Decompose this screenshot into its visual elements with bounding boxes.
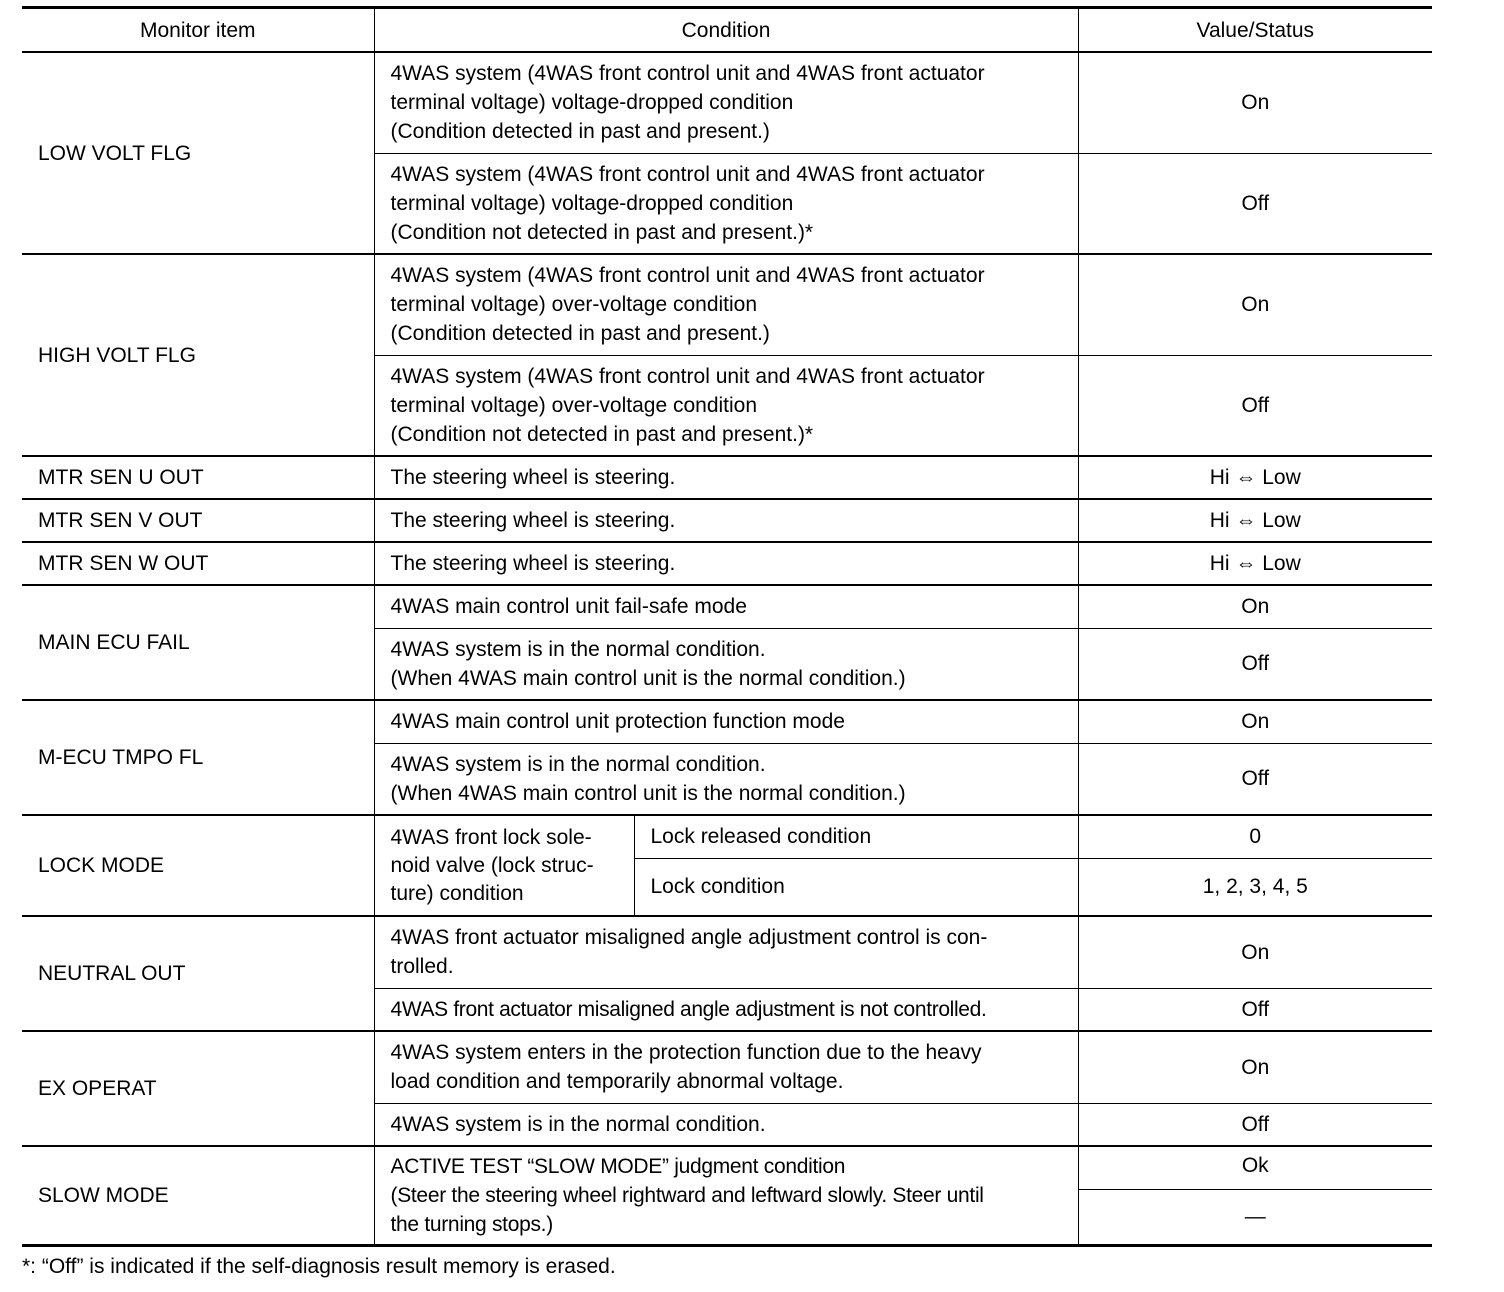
condition-group-cell — [374, 815, 634, 916]
condition-line: terminal voltage) voltage-dropped condition — [390, 91, 794, 115]
condition-line: 4WAS system (4WAS front control unit and 4WAS front actuator — [390, 264, 985, 288]
condition-line: (Condition detected in past and present.) — [390, 120, 770, 144]
value-cell: Off — [1078, 988, 1432, 1031]
condition-cell: The steering wheel is steering. — [374, 499, 1078, 542]
value-cell: On — [1078, 52, 1432, 153]
monitor-item: HIGH VOLT FLG — [22, 254, 374, 456]
condition-line: ture) condition — [390, 881, 524, 905]
table-row — [22, 916, 1432, 988]
condition-cell — [374, 153, 1078, 254]
monitor-item: MTR SEN U OUT — [22, 456, 374, 499]
condition-line: 4WAS system is in the normal condition. — [390, 752, 766, 776]
monitor-item: MTR SEN V OUT — [22, 499, 374, 542]
condition-cell — [374, 743, 1078, 815]
condition-subcell: Lock condition — [634, 858, 1078, 916]
monitor-item: MAIN ECU FAIL — [22, 585, 374, 700]
table-row — [22, 456, 1432, 499]
condition-cell: 4WAS system is in the normal condition. — [374, 1103, 1078, 1146]
condition-line: (When 4WAS main control unit is the normal condition.) — [390, 781, 906, 805]
condition-line: (Steer the steering wheel rightward and leftward slowly. Steer until — [390, 1183, 984, 1207]
condition-cell: The steering wheel is steering. — [374, 456, 1078, 499]
condition-cell: 4WAS front actuator misaligned angle adjustment is not controlled. — [374, 988, 1078, 1031]
condition-line: (When 4WAS main control unit is the normal condition.) — [390, 666, 906, 690]
value-cell: Off — [1078, 355, 1432, 456]
table-row — [22, 700, 1432, 743]
header-monitor-item: Monitor item — [22, 8, 374, 53]
value-cell: 0 — [1078, 815, 1432, 858]
monitor-item: LOW VOLT FLG — [22, 52, 374, 254]
value-cell: Off — [1078, 1103, 1432, 1146]
condition-line: trolled. — [390, 955, 454, 979]
condition-line: terminal voltage) over-voltage condition — [390, 293, 758, 317]
table-row — [22, 52, 1432, 153]
value-cell: Off — [1078, 743, 1432, 815]
value-cell: Ok — [1078, 1146, 1432, 1189]
condition-cell — [374, 254, 1078, 355]
condition-line: load condition and temporarily abnormal voltage. — [390, 1070, 844, 1094]
value-cell: Hi ⇔ Low — [1078, 542, 1432, 585]
condition-cell — [374, 628, 1078, 700]
monitor-item: MTR SEN W OUT — [22, 542, 374, 585]
value-cell: Hi ⇔ Low — [1078, 499, 1432, 542]
condition-line: 4WAS system enters in the protection function due to the heavy — [390, 1041, 982, 1065]
condition-line: (Condition not detected in past and present.)* — [390, 220, 814, 244]
monitor-table — [22, 6, 1432, 1247]
value-cell: On — [1078, 700, 1432, 743]
value-cell: Hi ⇔ Low — [1078, 456, 1432, 499]
condition-line: the turning stops.) — [390, 1212, 553, 1236]
value-cell: On — [1078, 916, 1432, 988]
monitor-item: NEUTRAL OUT — [22, 916, 374, 1031]
header-value-status: Value/Status — [1078, 8, 1432, 53]
table-row — [22, 542, 1432, 585]
condition-cell: 4WAS main control unit fail-safe mode — [374, 585, 1078, 628]
value-cell: On — [1078, 585, 1432, 628]
value-cell: — — [1078, 1189, 1432, 1245]
condition-cell: 4WAS main control unit protection function mode — [374, 700, 1078, 743]
table-row — [22, 815, 1432, 858]
monitor-item: LOCK MODE — [22, 815, 374, 916]
monitor-item: EX OPERAT — [22, 1031, 374, 1146]
condition-line: terminal voltage) over-voltage condition — [390, 393, 758, 417]
condition-line: ACTIVE TEST “SLOW MODE” judgment condition — [390, 1154, 846, 1178]
condition-cell: The steering wheel is steering. — [374, 542, 1078, 585]
condition-cell — [374, 916, 1078, 988]
condition-line: 4WAS system is in the normal condition. — [390, 637, 766, 661]
table-row — [22, 585, 1432, 628]
monitor-item: SLOW MODE — [22, 1146, 374, 1245]
condition-subcell: Lock released condition — [634, 815, 1078, 858]
table-row — [22, 1031, 1432, 1103]
table-row — [22, 1146, 1432, 1189]
condition-line: 4WAS front lock sole- — [390, 825, 592, 849]
condition-cell — [374, 52, 1078, 153]
condition-line: noid valve (lock struc- — [390, 853, 594, 877]
table-row — [22, 499, 1432, 542]
value-cell: 1, 2, 3, 4, 5 — [1078, 858, 1432, 916]
value-cell: Off — [1078, 628, 1432, 700]
value-cell: On — [1078, 1031, 1432, 1103]
condition-cell — [374, 1031, 1078, 1103]
footnote: *: “Off” is indicated if the self-diagnosis result memory is erased. — [22, 1255, 616, 1278]
condition-line: 4WAS system (4WAS front control unit and 4WAS front actuator — [390, 62, 985, 86]
condition-line: 4WAS system (4WAS front control unit and 4WAS front actuator — [390, 162, 985, 186]
header-condition: Condition — [374, 8, 1078, 53]
table-row — [22, 254, 1432, 355]
condition-line: terminal voltage) voltage-dropped condition — [390, 191, 794, 215]
monitor-table-container — [22, 6, 1432, 1247]
value-cell: On — [1078, 254, 1432, 355]
condition-line: 4WAS system (4WAS front control unit and 4WAS front actuator — [390, 364, 985, 388]
condition-cell — [374, 1146, 1078, 1245]
table-header — [22, 8, 1432, 53]
condition-cell — [374, 355, 1078, 456]
condition-line: 4WAS front actuator misaligned angle adjustment control is con- — [390, 926, 988, 950]
condition-line: (Condition not detected in past and present.)* — [390, 422, 814, 446]
monitor-item: M-ECU TMPO FL — [22, 700, 374, 815]
condition-line: (Condition detected in past and present.) — [390, 322, 770, 346]
value-cell: Off — [1078, 153, 1432, 254]
